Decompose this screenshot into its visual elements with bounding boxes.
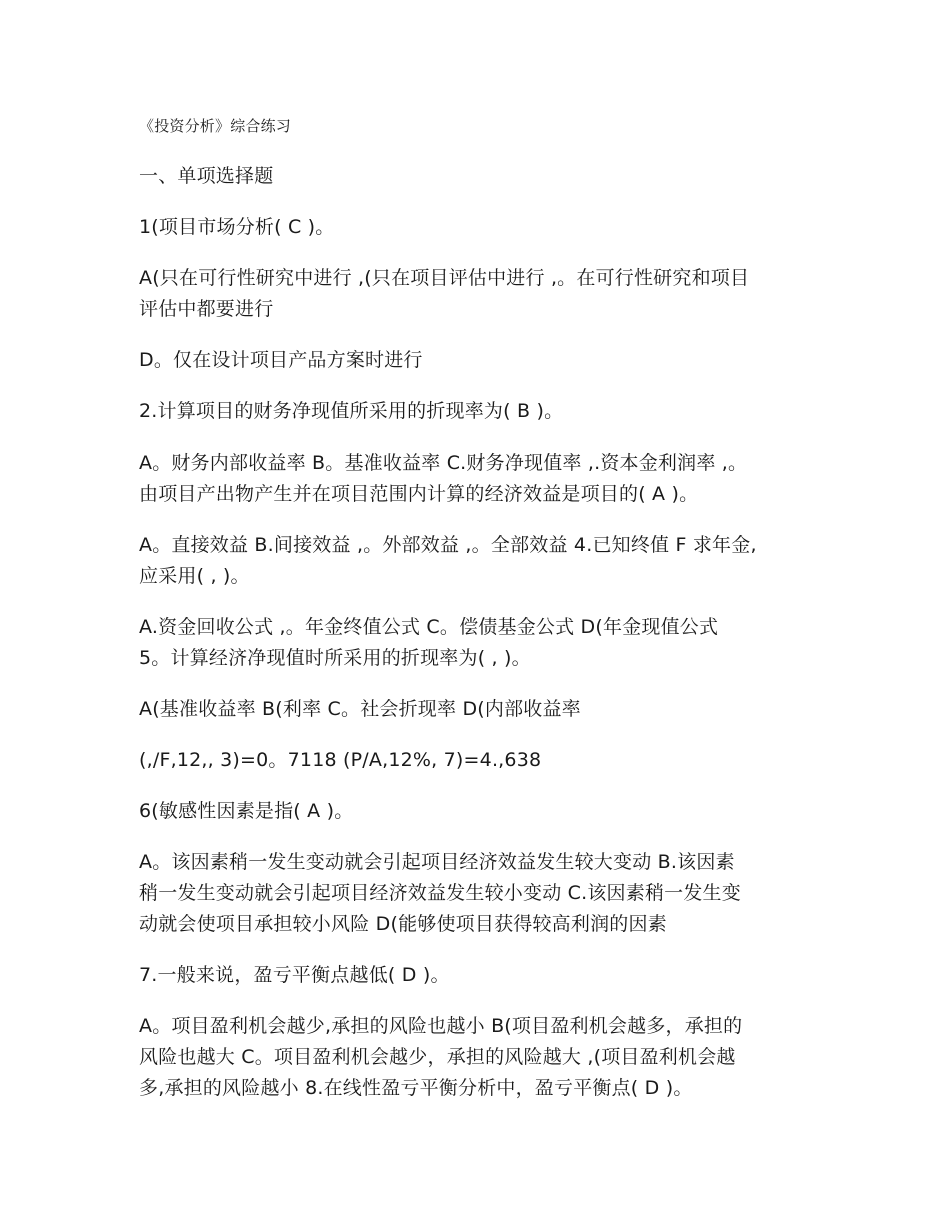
formula-line: (,/F,12,, 3)=0。7118 (P/A,12%, 7)=4.,638 (139, 749, 542, 771)
question-5-options: A(基准收益率 B(利率 C。社会折现率 D(内部收益率 (139, 698, 581, 720)
question-8: 多,承担的风险越小 8.在线性盈亏平衡分析中，盈亏平衡点( D )。 (139, 1077, 693, 1099)
question-1: 1(项目市场分析( C )。 (139, 216, 335, 238)
question-6-options-cont: 稍一发生变动就会引起项目经济效益发生较小变动 C.该因素稍一发生变 (139, 882, 741, 904)
question-2: 2.计算项目的财务净现值所采用的折现率为( B )。 (139, 400, 564, 422)
document-title: 《投资分析》综合练习 (139, 117, 292, 135)
question-1-options: A(只在可行性研究中进行 ,(只在项目评估中进行 ,。在可行性研究和项目 (139, 267, 750, 289)
question-5: 5。计算经济净现值时所采用的折现率为( , )。 (139, 647, 531, 669)
question-7-options: A。项目盈利机会越少,承担的风险也越小 B(项目盈利机会越多，承担的 (139, 1015, 743, 1037)
question-4-options: A.资金回收公式 ,。年金终值公式 C。偿债基金公式 D(年金现值公式 (139, 616, 719, 638)
section-heading: 一、单项选择题 (139, 165, 274, 187)
question-7-options-cont: 风险也越大 C。项目盈利机会越少，承担的风险越大 ,(项目盈利机会越 (139, 1046, 736, 1068)
question-6: 6(敏感性因素是指( A )。 (139, 800, 354, 822)
question-1-options-cont: 评估中都要进行 (139, 298, 274, 320)
question-3-options: A。直接效益 B.间接效益 ,。外部效益 ,。全部效益 4.已知终值 F 求年金, (139, 534, 757, 556)
question-1-option-d: D。仅在设计项目产品方案时进行 (139, 349, 423, 371)
question-3: 由项目产出物产生并在项目范围内计算的经济效益是项目的( A )。 (139, 483, 699, 505)
question-7: 7.一般来说，盈亏平衡点越低( D )。 (139, 964, 450, 986)
question-6-options-cont-2: 动就会使项目承担较小风险 D(能够使项目获得较高利润的因素 (139, 913, 667, 935)
question-4-cont: 应采用( , )。 (139, 565, 250, 587)
question-2-options: A。财务内部收益率 B。基准收益率 C.财务净现值率 ,.资本金利润率 ,。 (139, 452, 748, 474)
question-6-options: A。该因素稍一发生变动就会引起项目经济效益发生较大变动 B.该因素 (139, 851, 735, 873)
